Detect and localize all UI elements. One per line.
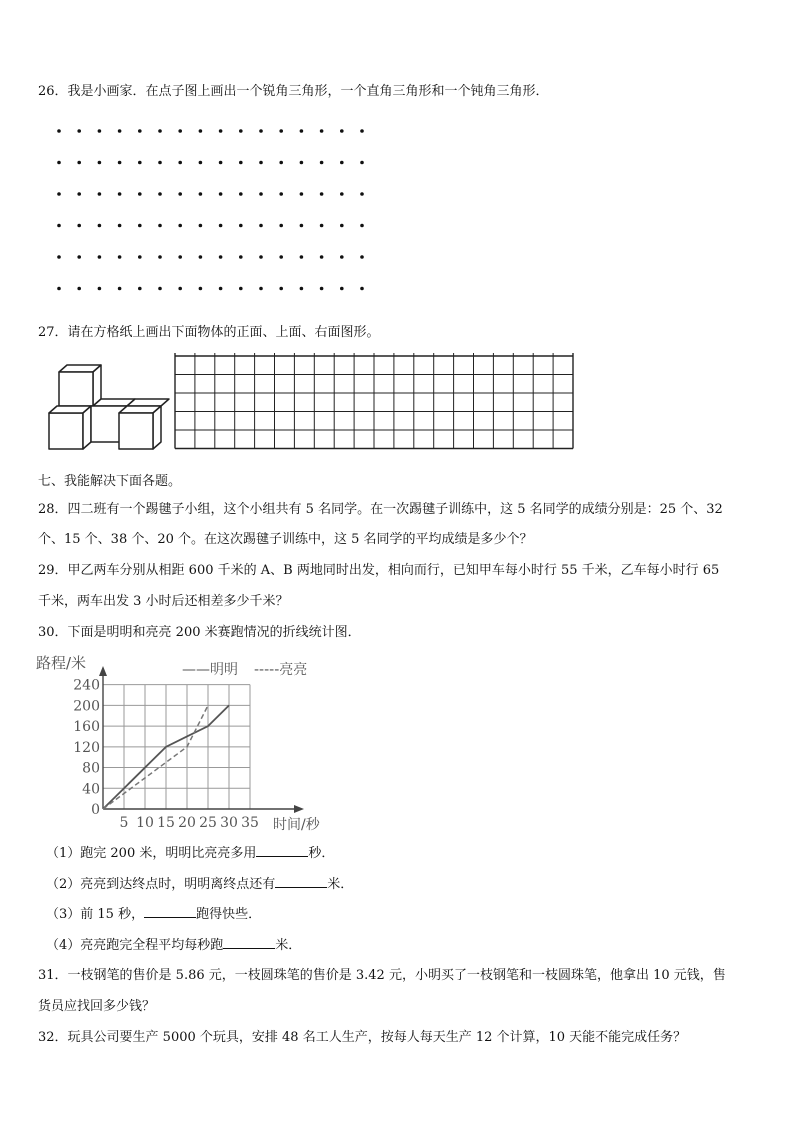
grid-dot — [98, 287, 102, 291]
grid-dot — [138, 287, 142, 291]
q30-sub2-suffix: 米． — [327, 877, 354, 892]
grid-dot — [199, 224, 203, 228]
grid-dot — [138, 129, 142, 133]
grid-dot — [320, 287, 324, 291]
grid-dot — [259, 287, 263, 291]
grid-dot — [239, 255, 243, 259]
q30-sub1-suffix: 秒． — [308, 846, 335, 861]
grid-dot — [57, 287, 61, 291]
y-axis-arrow — [99, 666, 107, 676]
grid-dot — [77, 224, 81, 228]
q30-sub2 — [46, 875, 353, 893]
grid-dot — [279, 287, 283, 291]
q30-sub1-blank[interactable] — [256, 844, 308, 857]
x-tick-label: 15 — [157, 815, 175, 831]
grid-dot — [98, 224, 102, 228]
q30-sub4-suffix: 米． — [275, 938, 302, 953]
grid-dot — [77, 192, 81, 196]
grid-dot — [340, 129, 344, 133]
grid-dot — [360, 287, 364, 291]
q30-sub3-blank[interactable] — [144, 905, 196, 918]
grid-dot — [320, 224, 324, 228]
legend-liangliang: -----亮亮 — [254, 662, 308, 678]
dot-grid[interactable] — [57, 128, 367, 293]
x-tick-label: 25 — [199, 815, 217, 831]
question-29-line2: 千米，两车出发 3 小时后还相差多少千米？ — [38, 594, 289, 609]
x-tick-label: 30 — [220, 815, 238, 831]
q30-sub1-text: （1）跑完 200 米，明明比亮亮多用 — [46, 846, 257, 861]
grid-dot — [118, 161, 122, 165]
grid-dot — [259, 255, 263, 259]
grid-dot — [259, 192, 263, 196]
q30-sub4-blank[interactable] — [223, 936, 275, 949]
grid-dot — [239, 129, 243, 133]
grid-dot — [219, 192, 223, 196]
q30-sub3 — [46, 905, 261, 923]
grid-dot — [300, 224, 304, 228]
grid-dot — [57, 161, 61, 165]
grid-dot — [239, 161, 243, 165]
grid-dot — [178, 224, 182, 228]
question-26: 26．我是小画家．在点子图上画出一个锐角三角形，一个直角三角形和一个钝角三角形． — [38, 84, 549, 99]
y-tick-label: 160 — [73, 719, 100, 736]
y-tick-label: 80 — [82, 760, 100, 777]
grid-dot — [259, 224, 263, 228]
grid-dot — [77, 129, 81, 133]
grid-dot — [98, 129, 102, 133]
grid-dot — [300, 129, 304, 133]
grid-dot — [279, 255, 283, 259]
q30-sub2-blank[interactable] — [275, 875, 327, 888]
grid-dot — [77, 287, 81, 291]
y-tick-label: 40 — [82, 781, 100, 798]
grid-dot — [199, 287, 203, 291]
grid-dot — [360, 192, 364, 196]
grid-dot — [118, 129, 122, 133]
grid-dot — [340, 161, 344, 165]
grid-dot — [158, 192, 162, 196]
x-tick-label: 20 — [178, 815, 196, 831]
question-28-line2: 个、15 个、38 个、20 个。在这次踢毽子训练中，这 5 名同学的平均成绩是多少个？ — [38, 532, 533, 547]
grid-dot — [320, 161, 324, 165]
q30-sub1 — [46, 844, 334, 862]
q30-sub4 — [46, 936, 301, 954]
grid-dot — [158, 224, 162, 228]
grid-dot — [118, 287, 122, 291]
grid-dot — [118, 192, 122, 196]
grid-dot — [178, 287, 182, 291]
grid-dot — [320, 129, 324, 133]
legend-mingming: ——明明 — [182, 662, 238, 678]
grid-dot — [279, 129, 283, 133]
grid-dot — [259, 129, 263, 133]
grid-dot — [199, 255, 203, 259]
question-32: 32．玩具公司要生产 5000 个玩具，安排 48 名工人生产，按每人每天生产 12 个计算，10 天能不能完成任务？ — [38, 1030, 687, 1045]
grid-dot — [138, 224, 142, 228]
grid-dot — [138, 161, 142, 165]
grid-dot — [57, 129, 61, 133]
grid-dot — [158, 255, 162, 259]
y-tick-label: 240 — [73, 677, 100, 694]
grid-dot — [320, 192, 324, 196]
grid-dot — [158, 287, 162, 291]
grid-dot — [360, 224, 364, 228]
grid-dot — [219, 129, 223, 133]
x-axis-arrow — [294, 805, 304, 813]
grid-dot — [360, 255, 364, 259]
grid-dot — [178, 161, 182, 165]
grid-dot — [98, 192, 102, 196]
y-axis-label: 路程/米 — [36, 654, 87, 672]
question-31-line2: 货员应找回多少钱？ — [38, 999, 156, 1014]
grid-dot — [158, 129, 162, 133]
x-tick-label: 10 — [136, 815, 154, 831]
grid-dot — [178, 192, 182, 196]
grid-dot — [360, 129, 364, 133]
q30-sub2-text: （2）亮亮到达终点时，明明离终点还有 — [46, 877, 276, 892]
grid-dot — [77, 161, 81, 165]
grid-paper[interactable] — [174, 352, 576, 452]
y-tick-label: 0 — [91, 802, 100, 818]
question-31-line1: 31．一枝钢笔的售价是 5.86 元，一枝圆珠笔的售价是 3.42 元，小明买了一枝钢笔和一枝圆珠笔，他拿出 10 元钱，售 — [38, 968, 726, 983]
grid-dot — [57, 255, 61, 259]
grid-dot — [138, 255, 142, 259]
grid-dot — [279, 192, 283, 196]
grid-dot — [279, 161, 283, 165]
grid-dot — [118, 224, 122, 228]
grid-dot — [259, 161, 263, 165]
grid-dot — [98, 255, 102, 259]
grid-dot — [77, 255, 81, 259]
x-tick-label: 5 — [119, 815, 129, 831]
grid-dot — [300, 192, 304, 196]
question-27: 27．请在方格纸上画出下面物体的正面、上面、右面图形。 — [38, 325, 380, 340]
grid-dot — [57, 224, 61, 228]
question-30: 30．下面是明明和亮亮 200 米赛跑情况的折线统计图． — [38, 625, 361, 640]
grid-dot — [118, 255, 122, 259]
q30-sub3-text: （3）前 15 秒， — [46, 907, 145, 922]
grid-dot — [219, 161, 223, 165]
q30-sub4-text: （4）亮亮跑完全程平均每秒跑 — [46, 938, 224, 953]
grid-dot — [300, 161, 304, 165]
grid-dot — [219, 287, 223, 291]
line-chart — [30, 650, 340, 835]
grid-dot — [57, 192, 61, 196]
grid-dot — [340, 224, 344, 228]
grid-dot — [239, 192, 243, 196]
y-tick-label: 120 — [73, 739, 100, 756]
grid-dot — [239, 224, 243, 228]
grid-dot — [219, 255, 223, 259]
grid-dot — [340, 192, 344, 196]
x-tick-label: 35 — [241, 815, 259, 831]
y-tick-label: 200 — [73, 698, 100, 715]
cube-figure — [44, 362, 170, 454]
grid-dot — [239, 287, 243, 291]
q30-sub3-suffix: 跑得快些． — [196, 907, 262, 922]
grid-dot — [340, 287, 344, 291]
grid-dot — [219, 224, 223, 228]
grid-dot — [199, 192, 203, 196]
grid-dot — [300, 287, 304, 291]
question-28-line1: 28．四二班有一个踢毽子小组，这个小组共有 5 名同学。在一次踢毽子训练中，这 5 名同学的成绩分别是：25 个、32 — [38, 502, 723, 517]
grid-dot — [279, 224, 283, 228]
grid-dot — [178, 255, 182, 259]
grid-dot — [178, 129, 182, 133]
grid-dot — [199, 129, 203, 133]
section-heading: 七、我能解决下面各题。 — [38, 474, 182, 489]
question-29-line1: 29．甲乙两车分别从相距 600 千米的 A、B 两地同时出发，相向而行，已知甲车每小时行 55 千米，乙车每小时行 65 — [38, 563, 720, 578]
x-axis-label: 时间/秒 — [273, 817, 320, 833]
grid-dot — [320, 255, 324, 259]
grid-dot — [138, 192, 142, 196]
grid-dot — [158, 161, 162, 165]
grid-dot — [340, 255, 344, 259]
grid-dot — [199, 161, 203, 165]
grid-dot — [98, 161, 102, 165]
grid-dot — [360, 161, 364, 165]
grid-dot — [300, 255, 304, 259]
